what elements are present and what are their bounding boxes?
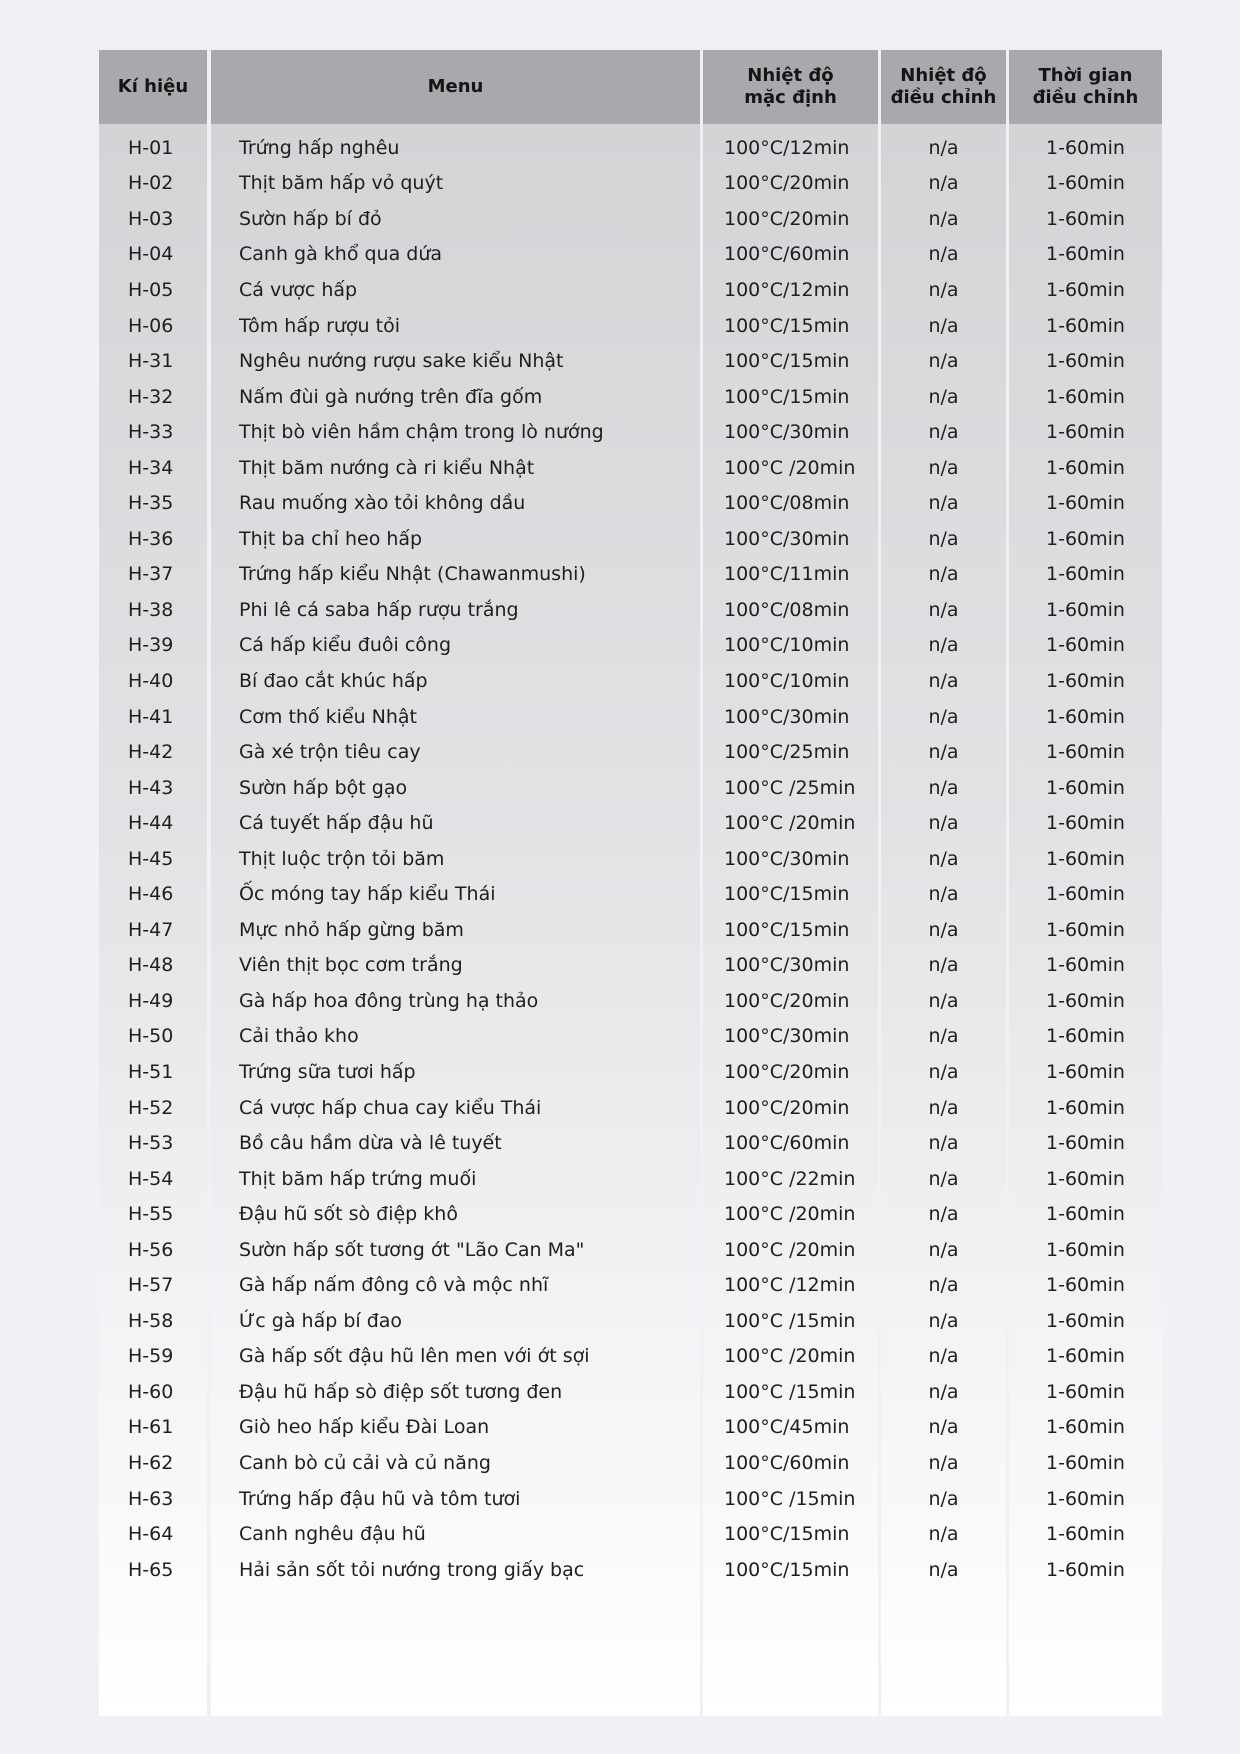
cell-adjust-time: 1-60min <box>1046 1274 1125 1297</box>
cell-adjust-time: 1-60min <box>1046 1203 1125 1226</box>
cell-adjust-time: 1-60min <box>1046 172 1125 195</box>
cell-menu: Giò heo hấp kiểu Đài Loan <box>239 1416 490 1439</box>
cell-adjust-temp: n/a <box>928 954 959 977</box>
cell-code: H-60 <box>128 1380 174 1403</box>
cell-adjust-time: 1-60min <box>1046 1167 1125 1190</box>
cell-code: H-36 <box>128 527 174 550</box>
cell-adjust-temp: n/a <box>928 989 959 1012</box>
cell-code: H-40 <box>128 669 174 692</box>
cell-adjust-time: 1-60min <box>1046 456 1125 479</box>
cell-adjust-temp: n/a <box>928 1309 959 1332</box>
cell-default-temp: 100°C/30min <box>724 954 850 977</box>
cell-default-temp: 100°C /20min <box>724 1203 856 1226</box>
cell-code: H-34 <box>128 456 174 479</box>
column-code <box>99 50 207 1716</box>
cell-code: H-49 <box>128 989 174 1012</box>
header-adjust-temp-line2: điều chỉnh <box>890 87 997 108</box>
cell-default-temp: 100°C/08min <box>724 598 850 621</box>
cell-menu: Thịt bò viên hầm chậm trong lò nướng <box>239 421 604 444</box>
cell-code: H-57 <box>128 1274 174 1297</box>
header-adjust-time-line1: Thời gian <box>1038 65 1133 86</box>
cell-default-temp: 100°C/30min <box>724 847 850 870</box>
cell-default-temp: 100°C/30min <box>724 527 850 550</box>
cell-menu: Cải thảo kho <box>239 1025 359 1048</box>
cell-default-temp: 100°C/10min <box>724 634 850 657</box>
cell-default-temp: 100°C/12min <box>724 136 850 159</box>
cell-menu: Gà hấp nấm đông cô và mộc nhĩ <box>239 1274 549 1297</box>
cell-default-temp: 100°C /15min <box>724 1487 856 1510</box>
cell-code: H-31 <box>128 350 174 373</box>
cell-menu: Trứng hấp nghêu <box>239 136 400 159</box>
cell-code: H-02 <box>128 172 174 195</box>
cell-menu: Sườn hấp bí đỏ <box>239 207 382 230</box>
cell-adjust-temp: n/a <box>928 1380 959 1403</box>
cell-adjust-time: 1-60min <box>1046 989 1125 1012</box>
header-code <box>99 50 207 124</box>
cell-adjust-time: 1-60min <box>1046 350 1125 373</box>
cell-menu: Trứng hấp đậu hũ và tôm tươi <box>239 1487 521 1510</box>
cell-code: H-47 <box>128 918 174 941</box>
column-adjust-time <box>1009 50 1162 1716</box>
header-adjust-time <box>1009 50 1162 124</box>
cell-adjust-time: 1-60min <box>1046 1345 1125 1368</box>
cell-code: H-59 <box>128 1345 174 1368</box>
cell-adjust-temp: n/a <box>928 1025 959 1048</box>
cell-menu: Gà hấp sốt đậu hũ lên men với ớt sợi <box>239 1345 590 1368</box>
cell-menu: Nghêu nướng rượu sake kiểu Nhật <box>239 350 564 373</box>
cell-menu: Trứng sữa tươi hấp <box>239 1060 416 1083</box>
cell-adjust-temp: n/a <box>928 492 959 515</box>
cell-adjust-time: 1-60min <box>1046 1452 1125 1474</box>
cell-adjust-temp: n/a <box>928 883 959 906</box>
cell-default-temp: 100°C/11min <box>724 563 850 586</box>
cell-adjust-time: 1-60min <box>1046 314 1125 337</box>
cell-code: H-54 <box>128 1167 174 1190</box>
cell-code: H-33 <box>128 421 174 444</box>
cell-adjust-temp: n/a <box>928 527 959 550</box>
cell-adjust-time: 1-60min <box>1046 492 1125 515</box>
cell-default-temp: 100°C/15min <box>724 385 850 408</box>
recipe-table <box>99 50 1162 1716</box>
cell-default-temp: 100°C /15min <box>724 1380 856 1403</box>
cell-menu: Ốc móng tay hấp kiểu Thái <box>239 883 496 906</box>
cell-menu: Đậu hũ hấp sò điệp sốt tương đen <box>239 1380 563 1403</box>
column-default-temp <box>703 50 878 1716</box>
cell-adjust-time: 1-60min <box>1046 1132 1125 1155</box>
cell-default-temp: 100°C/12min <box>724 278 850 301</box>
cell-adjust-time: 1-60min <box>1046 1309 1125 1332</box>
cell-adjust-temp: n/a <box>928 278 959 301</box>
cell-code: H-48 <box>128 954 174 977</box>
cell-code: H-04 <box>128 243 174 266</box>
cell-code: H-43 <box>128 776 174 799</box>
cell-adjust-time: 1-60min <box>1046 1060 1125 1083</box>
header-adjust-time-line2: điều chỉnh <box>1032 87 1139 108</box>
cell-adjust-temp: n/a <box>928 598 959 621</box>
cell-default-temp: 100°C /25min <box>724 776 856 799</box>
cell-code: H-05 <box>128 278 174 301</box>
header-adjust-temp <box>881 50 1006 124</box>
cell-default-temp: 100°C/10min <box>724 669 850 692</box>
cell-menu: Sườn hấp sốt tương ớt "Lão Can Ma" <box>239 1238 585 1261</box>
cell-menu: Canh gà khổ qua dứa <box>239 243 443 266</box>
cell-adjust-time: 1-60min <box>1046 1380 1125 1403</box>
cell-menu: Gà hấp hoa đông trùng hạ thảo <box>239 989 539 1012</box>
cell-menu: Sườn hấp bột gạo <box>239 776 408 799</box>
cell-code: H-35 <box>128 492 174 515</box>
cell-code: H-53 <box>128 1132 174 1155</box>
cell-default-temp: 100°C /15min <box>724 1309 856 1332</box>
cell-adjust-temp: n/a <box>928 1060 959 1083</box>
cell-adjust-time: 1-60min <box>1046 812 1125 835</box>
cell-code: H-61 <box>128 1416 174 1439</box>
cell-adjust-time: 1-60min <box>1046 1523 1125 1546</box>
cell-default-temp: 100°C/60min <box>724 1132 850 1155</box>
cell-menu: Rau muống xào tỏi không dầu <box>239 492 526 515</box>
cell-code: H-51 <box>128 1060 174 1083</box>
cell-code: H-01 <box>128 136 174 159</box>
cell-default-temp: 100°C/15min <box>724 314 850 337</box>
cell-code: H-52 <box>128 1096 174 1119</box>
cell-adjust-time: 1-60min <box>1046 1558 1125 1581</box>
cell-default-temp: 100°C/25min <box>724 741 850 764</box>
cell-menu: Cá tuyết hấp đậu hũ <box>239 812 434 835</box>
cell-adjust-temp: n/a <box>928 1558 959 1581</box>
cell-code: H-39 <box>128 634 174 657</box>
cell-adjust-time: 1-60min <box>1046 705 1125 728</box>
cell-adjust-time: 1-60min <box>1046 1487 1125 1510</box>
cell-adjust-temp: n/a <box>928 421 959 444</box>
cell-default-temp: 100°C/20min <box>724 1060 850 1083</box>
cell-code: H-65 <box>128 1558 174 1581</box>
cell-adjust-time: 1-60min <box>1046 1238 1125 1261</box>
cell-adjust-temp: n/a <box>928 776 959 799</box>
cell-adjust-time: 1-60min <box>1046 883 1125 906</box>
cell-default-temp: 100°C/15min <box>724 350 850 373</box>
cell-adjust-temp: n/a <box>928 207 959 230</box>
cell-menu: Thịt băm hấp vỏ quýt <box>239 172 444 195</box>
cell-menu: Thịt băm hấp trứng muối <box>239 1167 477 1190</box>
cell-menu: Đậu hũ sốt sò điệp khô <box>239 1203 458 1226</box>
cell-adjust-time: 1-60min <box>1046 207 1125 230</box>
cell-menu: Cá vược hấp chua cay kiểu Thái <box>239 1096 542 1119</box>
cell-default-temp: 100°C/30min <box>724 421 850 444</box>
cell-adjust-temp: n/a <box>928 1345 959 1368</box>
cell-default-temp: 100°C /12min <box>724 1274 856 1297</box>
cell-adjust-temp: n/a <box>928 1238 959 1261</box>
cell-default-temp: 100°C/60min <box>724 243 850 266</box>
cell-adjust-temp: n/a <box>928 456 959 479</box>
cell-adjust-temp: n/a <box>928 1487 959 1510</box>
cell-default-temp: 100°C/15min <box>724 918 850 941</box>
cell-code: H-03 <box>128 207 174 230</box>
cell-default-temp: 100°C/15min <box>724 1523 850 1546</box>
cell-default-temp: 100°C /20min <box>724 1238 856 1261</box>
cell-menu: Canh nghêu đậu hũ <box>239 1523 426 1546</box>
cell-default-temp: 100°C/20min <box>724 172 850 195</box>
cell-adjust-temp: n/a <box>928 1452 959 1474</box>
cell-menu: Bồ câu hầm dừa và lê tuyết <box>239 1132 502 1155</box>
header-default-temp-line1: Nhiệt độ <box>747 65 834 86</box>
column-code-body <box>99 124 207 1716</box>
cell-adjust-time: 1-60min <box>1046 847 1125 870</box>
cell-adjust-time: 1-60min <box>1046 634 1125 657</box>
cell-adjust-time: 1-60min <box>1046 527 1125 550</box>
cell-adjust-temp: n/a <box>928 1274 959 1297</box>
cell-code: H-32 <box>128 385 174 408</box>
cell-adjust-time: 1-60min <box>1046 776 1125 799</box>
cell-adjust-temp: n/a <box>928 563 959 586</box>
header-adjust-temp-line1: Nhiệt độ <box>900 65 987 86</box>
cell-menu: Nấm đùi gà nướng trên đĩa gốm <box>239 385 543 408</box>
cell-adjust-time: 1-60min <box>1046 136 1125 159</box>
header-default-temp-line2: mặc định <box>744 87 837 108</box>
header-menu-label: Menu <box>427 76 484 97</box>
cell-default-temp: 100°C /20min <box>724 456 856 479</box>
cell-menu: Cá hấp kiểu đuôi công <box>239 634 452 657</box>
cell-adjust-time: 1-60min <box>1046 563 1125 586</box>
cell-adjust-temp: n/a <box>928 669 959 692</box>
cell-code: H-42 <box>128 741 174 764</box>
cell-adjust-temp: n/a <box>928 918 959 941</box>
cell-adjust-time: 1-60min <box>1046 1025 1125 1048</box>
cell-adjust-time: 1-60min <box>1046 669 1125 692</box>
cell-menu: Canh bò củ cải và củ năng <box>239 1452 491 1474</box>
cell-default-temp: 100°C/30min <box>724 1025 850 1048</box>
header-default-temp <box>703 50 878 124</box>
cell-adjust-temp: n/a <box>928 847 959 870</box>
cell-adjust-time: 1-60min <box>1046 421 1125 444</box>
cell-menu: Hải sản sốt tỏi nướng trong giấy bạc <box>239 1558 585 1581</box>
cell-code: H-06 <box>128 314 174 337</box>
cell-default-temp: 100°C/15min <box>724 883 850 906</box>
cell-code: H-38 <box>128 598 174 621</box>
cell-adjust-time: 1-60min <box>1046 278 1125 301</box>
cell-menu: Gà xé trộn tiêu cay <box>239 741 421 764</box>
cell-code: H-64 <box>128 1523 174 1546</box>
cell-code: H-50 <box>128 1025 174 1048</box>
cell-adjust-temp: n/a <box>928 812 959 835</box>
cell-default-temp: 100°C /20min <box>724 1345 856 1368</box>
cell-code: H-56 <box>128 1238 174 1261</box>
cell-adjust-temp: n/a <box>928 1132 959 1155</box>
cell-default-temp: 100°C/45min <box>724 1416 850 1439</box>
column-menu <box>211 50 700 1716</box>
cell-code: H-44 <box>128 812 174 835</box>
cell-adjust-temp: n/a <box>928 314 959 337</box>
cell-code: H-62 <box>128 1452 174 1474</box>
cell-menu: Cá vược hấp <box>239 278 358 301</box>
cell-menu: Cơm thố kiểu Nhật <box>239 705 417 728</box>
cell-code: H-41 <box>128 705 174 728</box>
cell-adjust-time: 1-60min <box>1046 598 1125 621</box>
column-adjust-time-body <box>1009 124 1162 1716</box>
cell-adjust-time: 1-60min <box>1046 385 1125 408</box>
header-menu <box>211 50 700 124</box>
cell-adjust-temp: n/a <box>928 741 959 764</box>
cell-menu: Thịt băm nướng cà ri kiểu Nhật <box>239 456 535 479</box>
cell-code: H-37 <box>128 563 174 586</box>
cell-adjust-temp: n/a <box>928 1096 959 1119</box>
cell-adjust-temp: n/a <box>928 385 959 408</box>
column-adjust-temp <box>881 50 1006 1716</box>
cell-adjust-temp: n/a <box>928 136 959 159</box>
cell-menu: Bí đao cắt khúc hấp <box>239 669 428 692</box>
cell-adjust-temp: n/a <box>928 1416 959 1439</box>
cell-menu: Tôm hấp rượu tỏi <box>239 314 400 337</box>
cell-default-temp: 100°C /22min <box>724 1167 856 1190</box>
cell-adjust-time: 1-60min <box>1046 954 1125 977</box>
column-default-temp-body <box>703 124 878 1716</box>
cell-default-temp: 100°C/20min <box>724 989 850 1012</box>
cell-adjust-time: 1-60min <box>1046 1416 1125 1439</box>
cell-adjust-time: 1-60min <box>1046 741 1125 764</box>
cell-code: H-45 <box>128 847 174 870</box>
cell-adjust-time: 1-60min <box>1046 918 1125 941</box>
cell-default-temp: 100°C /20min <box>724 812 856 835</box>
cell-menu: Mực nhỏ hấp gừng băm <box>239 918 464 941</box>
cell-default-temp: 100°C/08min <box>724 492 850 515</box>
cell-adjust-time: 1-60min <box>1046 243 1125 266</box>
column-menu-body <box>211 124 700 1716</box>
cell-menu: Thịt luộc trộn tỏi băm <box>239 847 445 870</box>
cell-default-temp: 100°C/30min <box>724 705 850 728</box>
cell-code: H-58 <box>128 1309 174 1332</box>
cell-adjust-temp: n/a <box>928 172 959 195</box>
cell-code: H-55 <box>128 1203 174 1226</box>
cell-default-temp: 100°C/15min <box>724 1558 850 1581</box>
cell-adjust-temp: n/a <box>928 350 959 373</box>
header-code-label: Kí hiệu <box>117 76 189 97</box>
cell-menu: Thịt ba chỉ heo hấp <box>239 527 423 550</box>
cell-code: H-63 <box>128 1487 174 1510</box>
cell-adjust-temp: n/a <box>928 705 959 728</box>
cell-menu: Trứng hấp kiểu Nhật (Chawanmushi) <box>239 563 586 586</box>
cell-menu: Ức gà hấp bí đao <box>239 1309 403 1332</box>
cell-adjust-temp: n/a <box>928 634 959 657</box>
cell-menu: Phi lê cá saba hấp rượu trắng <box>239 598 519 621</box>
cell-adjust-temp: n/a <box>928 243 959 266</box>
column-adjust-temp-body <box>881 124 1006 1716</box>
cell-adjust-temp: n/a <box>928 1203 959 1226</box>
cell-adjust-temp: n/a <box>928 1523 959 1546</box>
cell-default-temp: 100°C/20min <box>724 1096 850 1119</box>
cell-adjust-temp: n/a <box>928 1167 959 1190</box>
cell-default-temp: 100°C/20min <box>724 207 850 230</box>
cell-default-temp: 100°C/60min <box>724 1452 850 1474</box>
cell-menu: Viên thịt bọc cơm trắng <box>239 954 463 977</box>
cell-code: H-46 <box>128 883 174 906</box>
cell-adjust-time: 1-60min <box>1046 1096 1125 1119</box>
